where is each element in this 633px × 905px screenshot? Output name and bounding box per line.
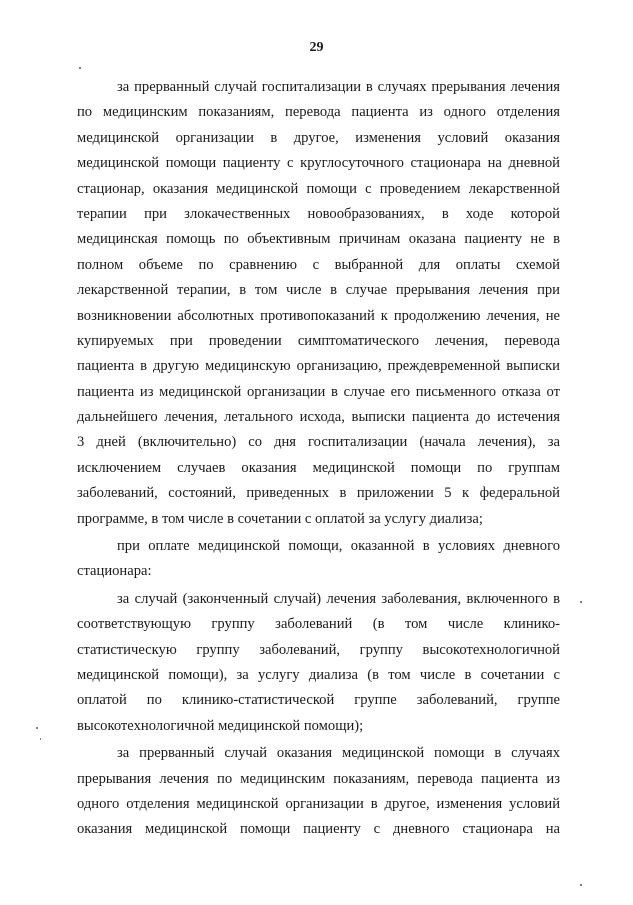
page-number: 29 xyxy=(309,40,324,55)
text-line: 3 дней (включительно) со дня госпитализации (начала лечения), за xyxy=(77,434,560,451)
text-line: программе, в том числе в сочетании с оплатой за услугу диализа; xyxy=(77,510,483,527)
text-line: оплатой по клинико-статистической группе заболеваний, группе xyxy=(77,692,560,709)
text-line: высокотехнологичной медицинской помощи); xyxy=(77,717,364,734)
text-line: лекарственной терапии, в том числе в случае прерывания лечения при xyxy=(77,282,560,299)
paragraph xyxy=(77,75,560,532)
text-line: заболеваний, состояний, приведенных в приложении 5 к федеральной xyxy=(77,485,560,502)
body-text xyxy=(77,75,560,843)
text-line: стационара: xyxy=(77,563,152,580)
text-line: прерывания лечения по медицинским показаниям, перевода пациента из xyxy=(77,770,560,787)
scan-speck xyxy=(79,67,81,69)
text-line: терапии при злокачественных новообразованиях, в ходе которой xyxy=(77,205,560,222)
text-line: за случай (законченный случай) лечения заболевания, включенного в xyxy=(117,590,560,607)
text-line: при оплате медицинской помощи, оказанной в условиях дневного xyxy=(117,538,560,555)
text-line: статистическую группу заболеваний, группу высокотехнологичной xyxy=(77,641,560,658)
text-line: медицинской помощи), за услугу диализа (в том числе в сочетании с xyxy=(77,666,560,683)
scan-speck xyxy=(36,727,38,729)
text-line: стационар, оказания медицинской помощи с проведением лекарственной xyxy=(77,180,560,197)
scan-speck xyxy=(580,601,582,603)
text-line: полном объеме по сравнению с выбранной для оплаты схемой xyxy=(77,256,560,273)
text-line: медицинская помощь по объективным причинам оказана пациенту не в xyxy=(77,231,560,248)
text-line: оказания медицинской помощи пациенту с дневного стационара на xyxy=(77,821,560,838)
text-line: пациента из медицинской организации в случае его письменного отказа от xyxy=(77,383,560,400)
text-line: медицинской организации в другое, изменения условий оказания xyxy=(77,129,560,146)
paragraph xyxy=(77,534,560,585)
text-line: пациента в другую медицинскую организацию, преждевременной выписки xyxy=(77,358,560,375)
text-line: соответствующую группу заболеваний (в том числе клинико- xyxy=(77,616,560,633)
text-line: за прерванный случай оказания медицинской помощи в случаях xyxy=(117,745,560,762)
paragraph xyxy=(77,587,560,739)
text-line: возникновении абсолютных противопоказаний к продолжению лечения, не xyxy=(77,307,560,324)
text-line: за прерванный случай госпитализации в случаях прерывания лечения xyxy=(117,79,560,95)
text-line: одного отделения медицинской организации в другое, изменения условий xyxy=(77,795,560,812)
text-line: исключением случаев оказания медицинской помощи по группам xyxy=(77,459,560,476)
text-line: по медицинским показаниям, перевода пациента из одного отделения xyxy=(77,104,560,121)
paragraph xyxy=(77,741,560,843)
text-line: медицинской помощи пациенту с круглосуточного стационара на дневной xyxy=(77,155,560,172)
scan-speck xyxy=(40,738,41,740)
text-line: дальнейшего лечения, летального исхода, выписки пациента до истечения xyxy=(77,409,560,426)
text-line: купируемых при проведении симптоматического лечения, перевода xyxy=(77,332,560,349)
scan-speck xyxy=(580,884,582,886)
